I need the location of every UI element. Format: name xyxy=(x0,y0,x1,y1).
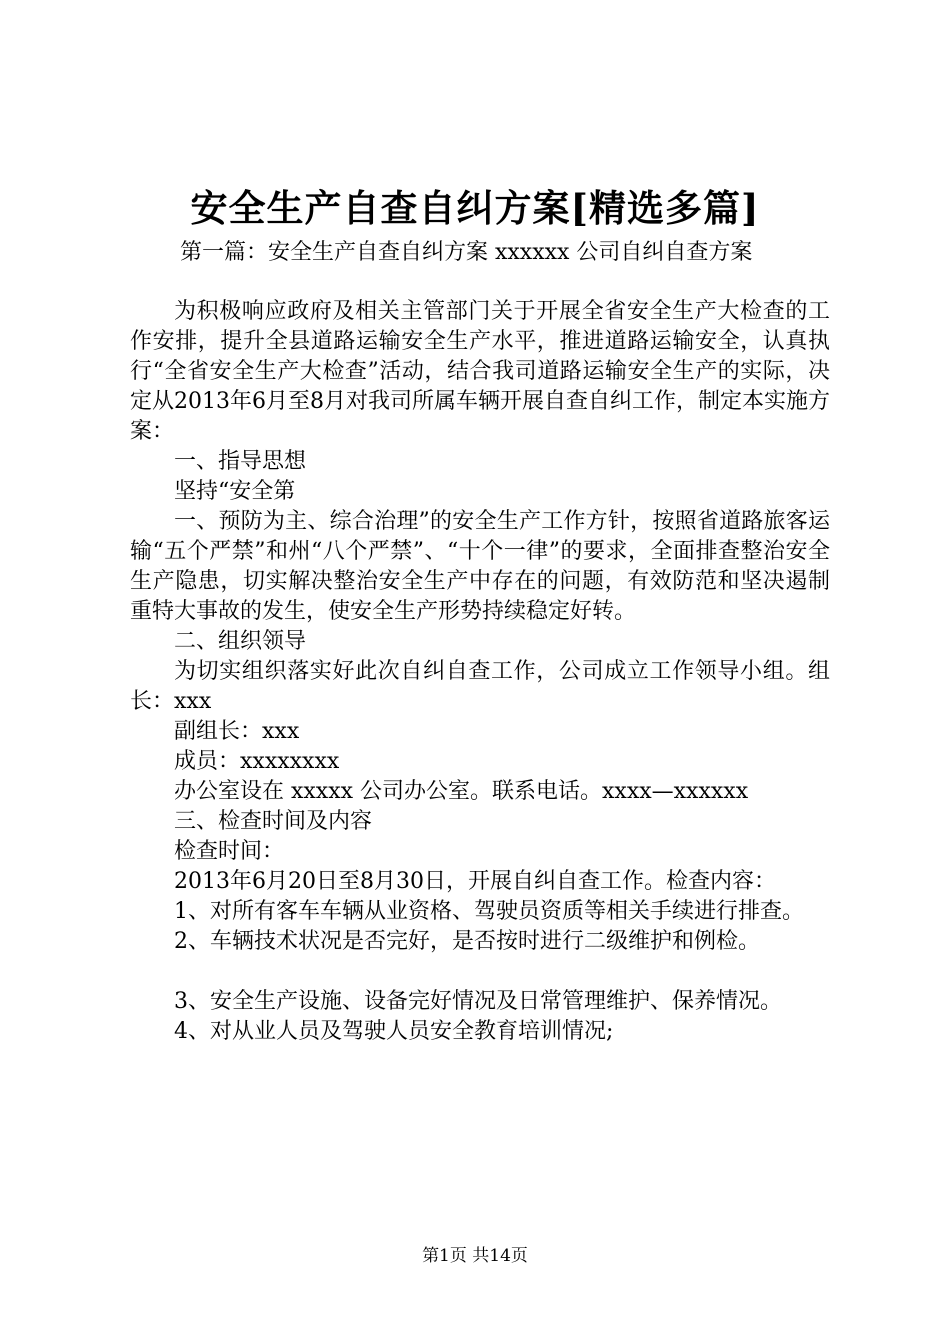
paragraph-inspection-time-label: 检查时间： xyxy=(174,839,285,864)
list-item-3: 3、安全生产设施、设备完好情况及日常管理维护、保养情况。 xyxy=(174,989,782,1014)
paragraph-adhere: 坚持“安全第 xyxy=(174,479,296,504)
document-subtitle: 第一篇：安全生产自查自纠方案 xxxxxx 公司自纠自查方案 xyxy=(180,240,753,265)
heading-guiding-thought: 一、指导思想 xyxy=(174,449,307,474)
document-title: 安全生产自查自纠方案[精选多篇] xyxy=(190,186,760,230)
heading-organization: 二、组织领导 xyxy=(174,629,307,654)
page-number-footer: 第1页 共14页 xyxy=(422,1246,528,1266)
list-item-1: 1、对所有客车车辆从业资格、驾驶员资质等相关手续进行排查。 xyxy=(174,899,804,924)
heading-inspection-time-content: 三、检查时间及内容 xyxy=(174,809,373,834)
list-item-2: 2、车辆技术状况是否完好，是否按时进行二级维护和例检。 xyxy=(174,929,760,954)
document-body xyxy=(130,297,830,1047)
paragraph-leadership-group: 为切实组织落实好此次自纠自查工作，公司成立工作领导小组。组长：xxx xyxy=(130,659,830,714)
list-item-4: 4、对从业人员及驾驶人员安全教育培训情况; xyxy=(174,1019,614,1044)
paragraph-deputy-leader: 副组长：xxx xyxy=(174,719,300,744)
paragraph-office-contact: 办公室设在 xxxxx 公司办公室。联系电话。xxxx—xxxxxx xyxy=(174,779,749,804)
paragraph-inspection-dates: 2013年6月20日至8月30日，开展自纠自查工作。检查内容： xyxy=(174,869,776,894)
paragraph-members: 成员：xxxxxxxx xyxy=(174,749,340,774)
paragraph-policy: 一、预防为主、综合治理”的安全生产工作方针，按照省道路旅客运输“五个严禁”和州“八个严禁”、“十个一律”的要求，全面排查整治安全生产隐患，切实解决整治安全生产中存在的问题，有效防范和坚决遏制重特大事故的发生，使安全生产形势持续稳定好转。 xyxy=(130,509,830,624)
paragraph-intro: 为积极响应政府及相关主管部门关于开展全省安全生产大检查的工作安排，提升全县道路运输安全生产水平，推进道路运输安全，认真执行“全省安全生产大检查”活动，结合我司道路运输安全生产的实际，决定从2013年6月至8月对我司所属车辆开展自查自纠工作，制定本实施方案： xyxy=(130,299,830,444)
